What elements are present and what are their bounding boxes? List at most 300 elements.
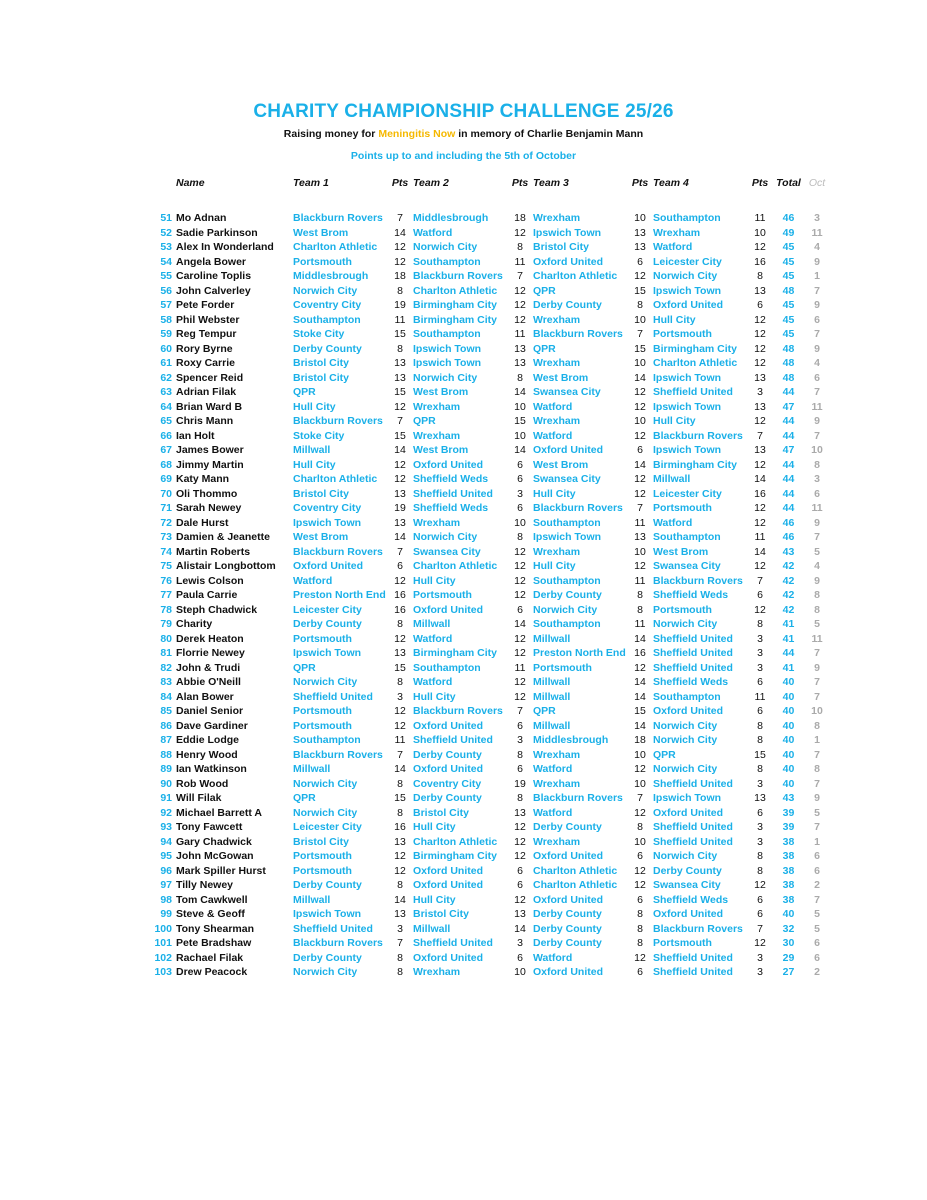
pts2-cell: 18 bbox=[514, 212, 526, 225]
pts4-cell: 12 bbox=[754, 458, 766, 471]
team3-cell: Blackburn Rovers bbox=[533, 792, 623, 805]
pts2-cell: 13 bbox=[514, 806, 526, 819]
team3-cell: Hull City bbox=[533, 487, 576, 500]
points-note: Points up to and including the 5th of October bbox=[350, 150, 577, 162]
table-row bbox=[150, 719, 830, 734]
oct-cell: 7 bbox=[814, 777, 820, 790]
position-cell: 89 bbox=[160, 763, 172, 776]
position-cell: 73 bbox=[160, 531, 172, 544]
team2-cell: Birmingham City bbox=[413, 313, 498, 326]
table-row bbox=[150, 574, 830, 589]
total-cell: 30 bbox=[782, 937, 795, 950]
team3-cell: QPR bbox=[533, 705, 556, 718]
table-row bbox=[150, 791, 830, 806]
team4-cell: Blackburn Rovers bbox=[653, 429, 743, 442]
position-cell: 61 bbox=[160, 357, 172, 370]
pts4-cell: 8 bbox=[757, 850, 763, 863]
total-cell: 44 bbox=[782, 647, 795, 660]
total-cell: 48 bbox=[782, 357, 795, 370]
team1-cell: Bristol City bbox=[293, 357, 350, 370]
team3-cell: Swansea City bbox=[533, 473, 601, 486]
team1-cell: Derby County bbox=[293, 618, 362, 631]
table-row bbox=[150, 690, 830, 705]
total-cell: 38 bbox=[782, 864, 795, 877]
total-cell: 46 bbox=[782, 212, 795, 225]
pts2-cell: 12 bbox=[514, 313, 526, 326]
pts1-cell: 19 bbox=[394, 299, 406, 312]
position-cell: 80 bbox=[160, 632, 172, 645]
oct-cell: 6 bbox=[814, 850, 820, 863]
oct-cell: 5 bbox=[814, 545, 820, 558]
team1-cell: West Brom bbox=[293, 531, 349, 544]
team3-cell: Wrexham bbox=[533, 313, 581, 326]
team2-cell: Birmingham City bbox=[413, 850, 498, 863]
table-row bbox=[150, 356, 830, 371]
team4-cell: Norwich City bbox=[653, 850, 718, 863]
table-row bbox=[150, 849, 830, 864]
pts1-cell: 16 bbox=[394, 589, 406, 602]
oct-cell: 7 bbox=[814, 676, 820, 689]
team2-cell: Swansea City bbox=[413, 545, 481, 558]
table-row bbox=[150, 632, 830, 647]
table-row bbox=[150, 559, 830, 574]
pts2-cell: 10 bbox=[514, 429, 526, 442]
table-row bbox=[150, 313, 830, 328]
pts2-cell: 6 bbox=[517, 864, 523, 877]
team4-cell: Wrexham bbox=[653, 226, 701, 239]
team4-cell: Norwich City bbox=[653, 270, 718, 283]
pts4-cell: 3 bbox=[757, 632, 763, 645]
pts4-cell: 6 bbox=[757, 705, 763, 718]
pts2-cell: 12 bbox=[514, 821, 526, 834]
position-cell: 70 bbox=[160, 487, 172, 500]
team1-cell: Hull City bbox=[293, 400, 336, 413]
pts2-cell: 10 bbox=[514, 400, 526, 413]
team2-cell: Oxford United bbox=[413, 763, 483, 776]
pts1-cell: 19 bbox=[394, 502, 406, 515]
team4-cell: Portsmouth bbox=[653, 603, 712, 616]
table-row bbox=[150, 617, 830, 632]
pts3-cell: 15 bbox=[634, 342, 646, 355]
position-cell: 54 bbox=[160, 255, 172, 268]
oct-cell: 7 bbox=[814, 284, 820, 297]
position-cell: 71 bbox=[160, 502, 172, 515]
total-cell: 38 bbox=[782, 893, 795, 906]
pts4-cell: 3 bbox=[757, 951, 763, 964]
oct-cell: 8 bbox=[814, 719, 820, 732]
name-cell: Derek Heaton bbox=[176, 632, 244, 645]
pts3-cell: 15 bbox=[634, 284, 646, 297]
team2-cell: Wrexham bbox=[413, 400, 461, 413]
team1-cell: Sheffield United bbox=[293, 922, 373, 935]
table-row bbox=[150, 298, 830, 313]
pts3-cell: 10 bbox=[634, 415, 646, 428]
name-cell: Sadie Parkinson bbox=[176, 226, 258, 239]
pts4-cell: 8 bbox=[757, 618, 763, 631]
pts4-cell: 12 bbox=[754, 328, 766, 341]
pts4-cell: 12 bbox=[754, 603, 766, 616]
pts4-cell: 6 bbox=[757, 893, 763, 906]
table-row bbox=[150, 936, 830, 951]
pts4-cell: 12 bbox=[754, 241, 766, 254]
name-cell: Ian Holt bbox=[176, 429, 215, 442]
position-cell: 91 bbox=[160, 792, 172, 805]
pts2-cell: 12 bbox=[514, 632, 526, 645]
team4-cell: Norwich City bbox=[653, 719, 718, 732]
team2-cell: Blackburn Rovers bbox=[413, 270, 503, 283]
pts2-cell: 15 bbox=[514, 415, 526, 428]
team3-cell: Derby County bbox=[533, 937, 602, 950]
pts1-cell: 16 bbox=[394, 603, 406, 616]
pts3-cell: 8 bbox=[637, 908, 643, 921]
total-cell: 42 bbox=[782, 603, 795, 616]
team1-cell: Leicester City bbox=[293, 821, 362, 834]
total-cell: 40 bbox=[782, 763, 795, 776]
position-cell: 90 bbox=[160, 777, 172, 790]
team4-cell: Oxford United bbox=[653, 806, 723, 819]
team4-cell: Sheffield Weds bbox=[653, 676, 729, 689]
pts2-cell: 12 bbox=[514, 545, 526, 558]
pts2-cell: 12 bbox=[514, 299, 526, 312]
pts3-cell: 8 bbox=[637, 589, 643, 602]
team4-cell: Derby County bbox=[653, 864, 722, 877]
pts4-cell: 13 bbox=[754, 792, 766, 805]
oct-cell: 5 bbox=[814, 618, 820, 631]
pts1-cell: 14 bbox=[394, 226, 406, 239]
team3-cell: Derby County bbox=[533, 299, 602, 312]
pts1-cell: 12 bbox=[394, 705, 406, 718]
pts4-cell: 11 bbox=[754, 690, 766, 703]
team4-cell: Portsmouth bbox=[653, 937, 712, 950]
team3-cell: West Brom bbox=[533, 458, 589, 471]
team4-cell: Swansea City bbox=[653, 879, 721, 892]
team2-cell: Birmingham City bbox=[413, 299, 498, 312]
pts1-cell: 8 bbox=[397, 806, 403, 819]
team3-cell: Watford bbox=[533, 763, 573, 776]
team2-cell: Watford bbox=[413, 676, 453, 689]
table-row bbox=[150, 661, 830, 676]
team4-cell: Southampton bbox=[653, 212, 721, 225]
pts3-cell: 10 bbox=[634, 777, 646, 790]
team2-cell: Portsmouth bbox=[413, 589, 472, 602]
oct-cell: 3 bbox=[814, 473, 820, 486]
team1-cell: Coventry City bbox=[293, 502, 362, 515]
team4-cell: Sheffield United bbox=[653, 821, 733, 834]
pts1-cell: 7 bbox=[397, 415, 403, 428]
team1-cell: Portsmouth bbox=[293, 632, 352, 645]
pts4-cell: 12 bbox=[754, 313, 766, 326]
pts4-cell: 12 bbox=[754, 937, 766, 950]
pts4-cell: 12 bbox=[754, 560, 766, 573]
pts1-cell: 7 bbox=[397, 212, 403, 225]
team4-cell: West Brom bbox=[653, 545, 709, 558]
pts1-cell: 12 bbox=[394, 850, 406, 863]
pts3-cell: 12 bbox=[634, 951, 646, 964]
pts1-cell: 6 bbox=[397, 560, 403, 573]
pts4-cell: 3 bbox=[757, 821, 763, 834]
oct-cell: 1 bbox=[814, 734, 820, 747]
table-row bbox=[150, 443, 830, 458]
name-cell: Reg Tempur bbox=[176, 328, 237, 341]
team1-cell: Norwich City bbox=[293, 777, 358, 790]
table-row bbox=[150, 545, 830, 560]
pts3-cell: 6 bbox=[637, 850, 643, 863]
team2-cell: Sheffield United bbox=[413, 487, 493, 500]
position-cell: 75 bbox=[160, 560, 172, 573]
team3-cell: Southampton bbox=[533, 574, 601, 587]
team4-cell: Portsmouth bbox=[653, 328, 712, 341]
total-cell: 47 bbox=[782, 400, 795, 413]
pts4-cell: 11 bbox=[754, 212, 766, 225]
pts4-cell: 7 bbox=[757, 429, 763, 442]
pts1-cell: 15 bbox=[394, 328, 406, 341]
team2-cell: Watford bbox=[413, 226, 453, 239]
pts2-cell: 6 bbox=[517, 719, 523, 732]
team1-cell: Norwich City bbox=[293, 806, 358, 819]
total-cell: 38 bbox=[782, 835, 795, 848]
pts3-cell: 12 bbox=[634, 864, 646, 877]
team2-cell: Oxford United bbox=[413, 879, 483, 892]
pts3-cell: 12 bbox=[634, 806, 646, 819]
pts4-cell: 12 bbox=[754, 879, 766, 892]
name-cell: Martin Roberts bbox=[176, 545, 251, 558]
table-row bbox=[150, 951, 830, 966]
pts3-cell: 10 bbox=[634, 748, 646, 761]
team1-cell: Sheffield United bbox=[293, 690, 373, 703]
table-row bbox=[150, 907, 830, 922]
team1-cell: Portsmouth bbox=[293, 255, 352, 268]
total-cell: 42 bbox=[782, 560, 795, 573]
pts4-cell: 13 bbox=[754, 284, 766, 297]
position-cell: 86 bbox=[160, 719, 172, 732]
position-cell: 60 bbox=[160, 342, 172, 355]
pts4-cell: 3 bbox=[757, 966, 763, 979]
pts3-cell: 10 bbox=[634, 313, 646, 326]
team4-cell: Birmingham City bbox=[653, 342, 738, 355]
name-cell: Eddie Lodge bbox=[176, 734, 239, 747]
name-cell: Angela Bower bbox=[176, 255, 247, 268]
pts3-cell: 14 bbox=[634, 632, 646, 645]
pts1-cell: 8 bbox=[397, 676, 403, 689]
pts3-cell: 10 bbox=[634, 545, 646, 558]
total-cell: 41 bbox=[782, 661, 795, 674]
oct-cell: 6 bbox=[814, 313, 820, 326]
pts1-cell: 15 bbox=[394, 792, 406, 805]
pts4-cell: 16 bbox=[754, 255, 766, 268]
team2-cell: Blackburn Rovers bbox=[413, 705, 503, 718]
name-cell: Alex In Wonderland bbox=[176, 241, 274, 254]
team4-cell: Oxford United bbox=[653, 908, 723, 921]
team3-cell: Wrexham bbox=[533, 748, 581, 761]
oct-cell: 6 bbox=[814, 371, 820, 384]
pts2-cell: 12 bbox=[514, 284, 526, 297]
table-row bbox=[150, 704, 830, 719]
position-cell: 59 bbox=[160, 328, 172, 341]
total-cell: 44 bbox=[782, 429, 795, 442]
oct-cell: 3 bbox=[814, 212, 820, 225]
team3-cell: Wrexham bbox=[533, 415, 581, 428]
team1-cell: Southampton bbox=[293, 734, 361, 747]
table-row bbox=[150, 893, 830, 908]
oct-cell: 4 bbox=[814, 357, 820, 370]
team3-cell: Watford bbox=[533, 806, 573, 819]
total-cell: 43 bbox=[782, 792, 795, 805]
table-row bbox=[150, 922, 830, 937]
pts1-cell: 15 bbox=[394, 429, 406, 442]
pts2-cell: 12 bbox=[514, 226, 526, 239]
team4-cell: Ipswich Town bbox=[653, 444, 722, 457]
name-cell: Michael Barrett A bbox=[176, 806, 262, 819]
table-row bbox=[150, 820, 830, 835]
pts1-cell: 8 bbox=[397, 951, 403, 964]
name-cell: Tony Fawcett bbox=[176, 821, 243, 834]
total-cell: 46 bbox=[782, 531, 795, 544]
pts3-cell: 12 bbox=[634, 661, 646, 674]
pts3-cell: 12 bbox=[634, 429, 646, 442]
name-cell: Tom Cawkwell bbox=[176, 893, 248, 906]
team4-cell: Sheffield United bbox=[653, 966, 733, 979]
position-cell: 92 bbox=[160, 806, 172, 819]
name-cell: Tilly Newey bbox=[176, 879, 234, 892]
position-cell: 94 bbox=[160, 835, 172, 848]
pts3-cell: 12 bbox=[634, 879, 646, 892]
oct-cell: 7 bbox=[814, 647, 820, 660]
pts1-cell: 7 bbox=[397, 545, 403, 558]
table-row bbox=[150, 211, 830, 226]
position-cell: 51 bbox=[160, 212, 172, 225]
team2-cell: Southampton bbox=[413, 661, 481, 674]
position-cell: 99 bbox=[160, 908, 172, 921]
team2-cell: Southampton bbox=[413, 255, 481, 268]
team3-cell: Portsmouth bbox=[533, 661, 592, 674]
team2-cell: Charlton Athletic bbox=[413, 560, 498, 573]
table-row bbox=[150, 429, 830, 444]
total-cell: 45 bbox=[782, 313, 795, 326]
name-cell: James Bower bbox=[176, 444, 244, 457]
pts2-cell: 10 bbox=[514, 516, 526, 529]
oct-cell: 1 bbox=[814, 835, 820, 848]
pts2-cell: 10 bbox=[514, 966, 526, 979]
team3-cell: Hull City bbox=[533, 560, 576, 573]
pts3-cell: 6 bbox=[637, 893, 643, 906]
total-cell: 40 bbox=[782, 705, 795, 718]
oct-cell: 11 bbox=[811, 226, 823, 239]
pts2-header: Pts bbox=[511, 177, 529, 189]
pts1-cell: 12 bbox=[394, 864, 406, 877]
name-cell: Lewis Colson bbox=[176, 574, 244, 587]
team3-cell: Oxford United bbox=[533, 850, 603, 863]
pts4-cell: 14 bbox=[754, 545, 766, 558]
pts4-cell: 8 bbox=[757, 864, 763, 877]
name-cell: Will Filak bbox=[176, 792, 222, 805]
team2-cell: Hull City bbox=[413, 821, 456, 834]
table-body bbox=[150, 211, 830, 980]
name-cell: Adrian Filak bbox=[176, 386, 237, 399]
team4-cell: Sheffield Weds bbox=[653, 589, 729, 602]
team1-cell: QPR bbox=[293, 792, 316, 805]
pts3-cell: 8 bbox=[637, 821, 643, 834]
oct-cell: 6 bbox=[814, 864, 820, 877]
team3-cell: Ipswich Town bbox=[533, 226, 602, 239]
pts1-cell: 7 bbox=[397, 748, 403, 761]
table-row bbox=[150, 646, 830, 661]
team1-cell: QPR bbox=[293, 661, 316, 674]
total-cell: 40 bbox=[782, 734, 795, 747]
team3-cell: Wrexham bbox=[533, 545, 581, 558]
pts4-cell: 12 bbox=[754, 516, 766, 529]
team4-cell: Leicester City bbox=[653, 487, 722, 500]
position-cell: 76 bbox=[160, 574, 172, 587]
team2-cell: Oxford United bbox=[413, 458, 483, 471]
position-cell: 82 bbox=[160, 661, 172, 674]
pts4-header: Pts bbox=[751, 177, 769, 189]
position-cell: 98 bbox=[160, 893, 172, 906]
oct-cell: 8 bbox=[814, 458, 820, 471]
oct-cell: 7 bbox=[814, 429, 820, 442]
position-cell: 102 bbox=[154, 951, 172, 964]
pts3-cell: 8 bbox=[637, 603, 643, 616]
position-cell: 72 bbox=[160, 516, 172, 529]
oct-cell: 9 bbox=[814, 661, 820, 674]
pts4-cell: 12 bbox=[754, 357, 766, 370]
name-cell: Florrie Newey bbox=[176, 647, 245, 660]
team1-cell: Norwich City bbox=[293, 676, 358, 689]
pts1-cell: 13 bbox=[394, 516, 406, 529]
pts1-cell: 13 bbox=[394, 908, 406, 921]
team2-cell: Sheffield United bbox=[413, 734, 493, 747]
pts4-cell: 6 bbox=[757, 806, 763, 819]
team2-cell: Norwich City bbox=[413, 241, 478, 254]
team3-cell: Derby County bbox=[533, 908, 602, 921]
oct-cell: 9 bbox=[814, 342, 820, 355]
table-row bbox=[150, 342, 830, 357]
team2-cell: Bristol City bbox=[413, 908, 470, 921]
team3-cell: Wrexham bbox=[533, 357, 581, 370]
team1-cell: Bristol City bbox=[293, 487, 350, 500]
pts4-cell: 13 bbox=[754, 400, 766, 413]
team4-cell: Hull City bbox=[653, 415, 696, 428]
table-row bbox=[150, 487, 830, 502]
position-cell: 67 bbox=[160, 444, 172, 457]
total-cell: 45 bbox=[782, 328, 795, 341]
team4-cell: Ipswich Town bbox=[653, 792, 722, 805]
pts4-cell: 12 bbox=[754, 342, 766, 355]
pts2-cell: 11 bbox=[514, 255, 526, 268]
pts2-cell: 6 bbox=[517, 603, 523, 616]
team2-cell: Hull City bbox=[413, 574, 456, 587]
team2-cell: Charlton Athletic bbox=[413, 284, 498, 297]
oct-cell: 7 bbox=[814, 893, 820, 906]
team3-cell: Derby County bbox=[533, 821, 602, 834]
name-cell: Caroline Toplis bbox=[176, 270, 252, 283]
name-cell: Steve & Geoff bbox=[176, 908, 245, 921]
table-row bbox=[150, 835, 830, 850]
header-row bbox=[150, 172, 830, 194]
pts4-cell: 8 bbox=[757, 734, 763, 747]
pts3-header: Pts bbox=[631, 177, 649, 189]
pts4-cell: 3 bbox=[757, 647, 763, 660]
oct-cell: 9 bbox=[814, 516, 820, 529]
team4-cell: Ipswich Town bbox=[653, 400, 722, 413]
pts1-cell: 14 bbox=[394, 444, 406, 457]
name-cell: Drew Peacock bbox=[176, 966, 248, 979]
oct-cell: 10 bbox=[811, 705, 823, 718]
table-row bbox=[150, 762, 830, 777]
oct-cell: 8 bbox=[814, 763, 820, 776]
team1-cell: Ipswich Town bbox=[293, 516, 362, 529]
team1-cell: Hull City bbox=[293, 458, 336, 471]
subtitle bbox=[0, 128, 927, 140]
